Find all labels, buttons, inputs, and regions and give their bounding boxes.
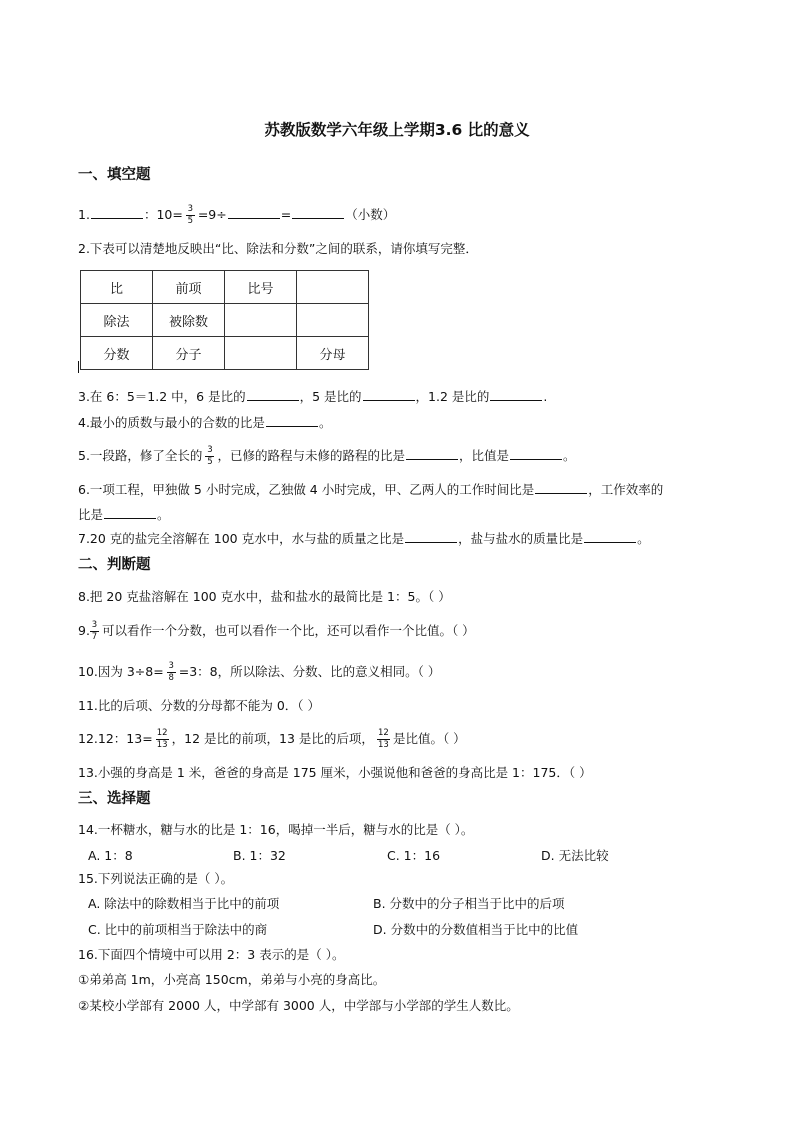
option-c[interactable]: C. 比中的前项相当于除法中的商: [88, 922, 268, 937]
ratio-division-fraction-table: [80, 270, 369, 370]
question-8: 8.把 20 克盐溶解在 100 克水中，盐和盐水的最简比是 1：5。（ ）: [78, 589, 451, 604]
question-text: =: [280, 207, 292, 222]
section-true-false: 二、判断题: [78, 557, 151, 573]
section-multiple-choice: 三、选择题: [78, 791, 151, 807]
question-1: [78, 205, 395, 226]
question-4: 4.最小的质数与最小的合数的比是 。: [78, 415, 332, 430]
list-item: ②某校小学部有 2000 人，中学部有 3000 人，中学部与小学部的学生人数比。: [78, 998, 519, 1013]
table-cell: 分母: [297, 337, 369, 370]
answer-blank[interactable]: [510, 447, 562, 460]
fraction: $\frac{3}{7}$: [91, 620, 98, 642]
table-cell: 分数: [81, 337, 153, 370]
table-row: [81, 271, 369, 304]
table-row: [81, 304, 369, 337]
answer-blank[interactable]: [228, 206, 280, 219]
question-13: 13.小强的身高是 1 米，爸爸的身高是 175 厘米，小强说他和爸爸的身高比是 1：175．（ ）: [78, 765, 592, 780]
list-item: ①弟弟高 1m，小亮高 150cm，弟弟与小亮的身高比。: [78, 972, 386, 987]
table-cell: 分子: [153, 337, 225, 370]
table-cell-blank[interactable]: [225, 337, 297, 370]
page-title: 苏教版数学六年级上学期3.6 比的意义: [264, 121, 530, 139]
question-16: 16.下面四个情境中可以用 2：3 表示的是（ ）。: [78, 947, 345, 962]
question-5: 5.一段路，修了全长的 $\frac{3}{5}$ ，已修的路程与未修的路程的比是 ，比值是 。: [78, 445, 576, 467]
table-cell: 被除数: [153, 304, 225, 337]
answer-blank[interactable]: [266, 414, 318, 427]
table-row: [81, 337, 369, 370]
table-cell: 前项: [153, 271, 225, 304]
question-text: =9÷: [197, 207, 227, 222]
fraction: $\frac{3}{8}$: [168, 661, 174, 683]
answer-blank[interactable]: [535, 481, 587, 494]
answer-blank[interactable]: [406, 447, 458, 460]
answer-blank[interactable]: [104, 506, 156, 519]
option-d[interactable]: D. 无法比较: [541, 848, 609, 863]
question-text: （小数）: [345, 207, 396, 222]
answer-blank[interactable]: [292, 206, 344, 219]
option-d[interactable]: D. 分数中的分数值相当于比中的比值: [373, 922, 579, 937]
question-14: 14.一杯糖水，糖与水的比是 1：16，喝掉一半后，糖与水的比是（ ）。: [78, 822, 474, 837]
answer-blank[interactable]: [247, 388, 299, 401]
answer-blank[interactable]: [363, 388, 415, 401]
option-c[interactable]: C. 1：16: [387, 848, 441, 863]
question-number: 1.: [78, 207, 90, 222]
fraction: $\frac{12}{13}$: [378, 728, 389, 750]
option-a[interactable]: A. 除法中的除数相当于比中的前项: [88, 896, 280, 911]
question-6-continued: 比是 。: [78, 507, 170, 522]
answer-blank[interactable]: [490, 388, 542, 401]
question-7: 7.20 克的盐完全溶解在 100 克水中，水与盐的质量之比是 ，盐与盐水的质量比是 。: [78, 531, 650, 546]
table-cell: 比号: [225, 271, 297, 304]
table-cell-blank[interactable]: [297, 304, 369, 337]
question-3: 3.在 6：5＝1.2 中，6 是比的 ，5 是比的 ，1.2 是比的 .: [78, 389, 548, 404]
question-11: 11.比的后项、分数的分母都不能为 0．（ ）: [78, 698, 321, 713]
answer-blank[interactable]: [584, 530, 636, 543]
text-cursor: [78, 361, 79, 373]
table-cell: 比: [81, 271, 153, 304]
question-2: 2.下表可以清楚地反映出“比、除法和分数”之间的联系，请你填写完整．: [78, 241, 478, 256]
option-a[interactable]: A. 1：8: [88, 848, 133, 863]
fraction: $\frac{3}{5}$: [207, 445, 213, 467]
question-9: 9. $\frac{3}{7}$ 可以看作一个分数，也可以看作一个比，还可以看作一个比值。（ ）: [78, 620, 475, 642]
answer-blank[interactable]: [405, 530, 457, 543]
fraction: $\frac{3}{5}$: [187, 204, 194, 226]
fraction: $\frac{12}{13}$: [156, 728, 168, 750]
table-cell-blank[interactable]: [297, 271, 369, 304]
table-cell-blank[interactable]: [225, 304, 297, 337]
question-10: 10.因为 3÷8= $\frac{3}{8}$ =3：8，所以除法、分数、比的意义相同。（ ）: [78, 661, 441, 683]
option-b[interactable]: B. 分数中的分子相当于比中的后项: [373, 896, 565, 911]
answer-blank[interactable]: [91, 206, 143, 219]
question-6: 6.一项工程，甲独做 5 小时完成，乙独做 4 小时完成，甲、乙两人的工作时间比是 ，工作效率的: [78, 482, 664, 497]
option-b[interactable]: B. 1：32: [233, 848, 286, 863]
question-12: 12.12：13= $\frac{12}{13}$ ，12 是比的前项，13 是比的后项， $\frac{12}{13}$ 是比值。（ ）: [78, 728, 466, 750]
section-fill-blank: 一、填空题: [78, 167, 151, 183]
question-text: ：10=: [143, 207, 183, 222]
question-15: 15.下列说法正确的是（ ）。: [78, 871, 234, 886]
table-cell: 除法: [81, 304, 153, 337]
